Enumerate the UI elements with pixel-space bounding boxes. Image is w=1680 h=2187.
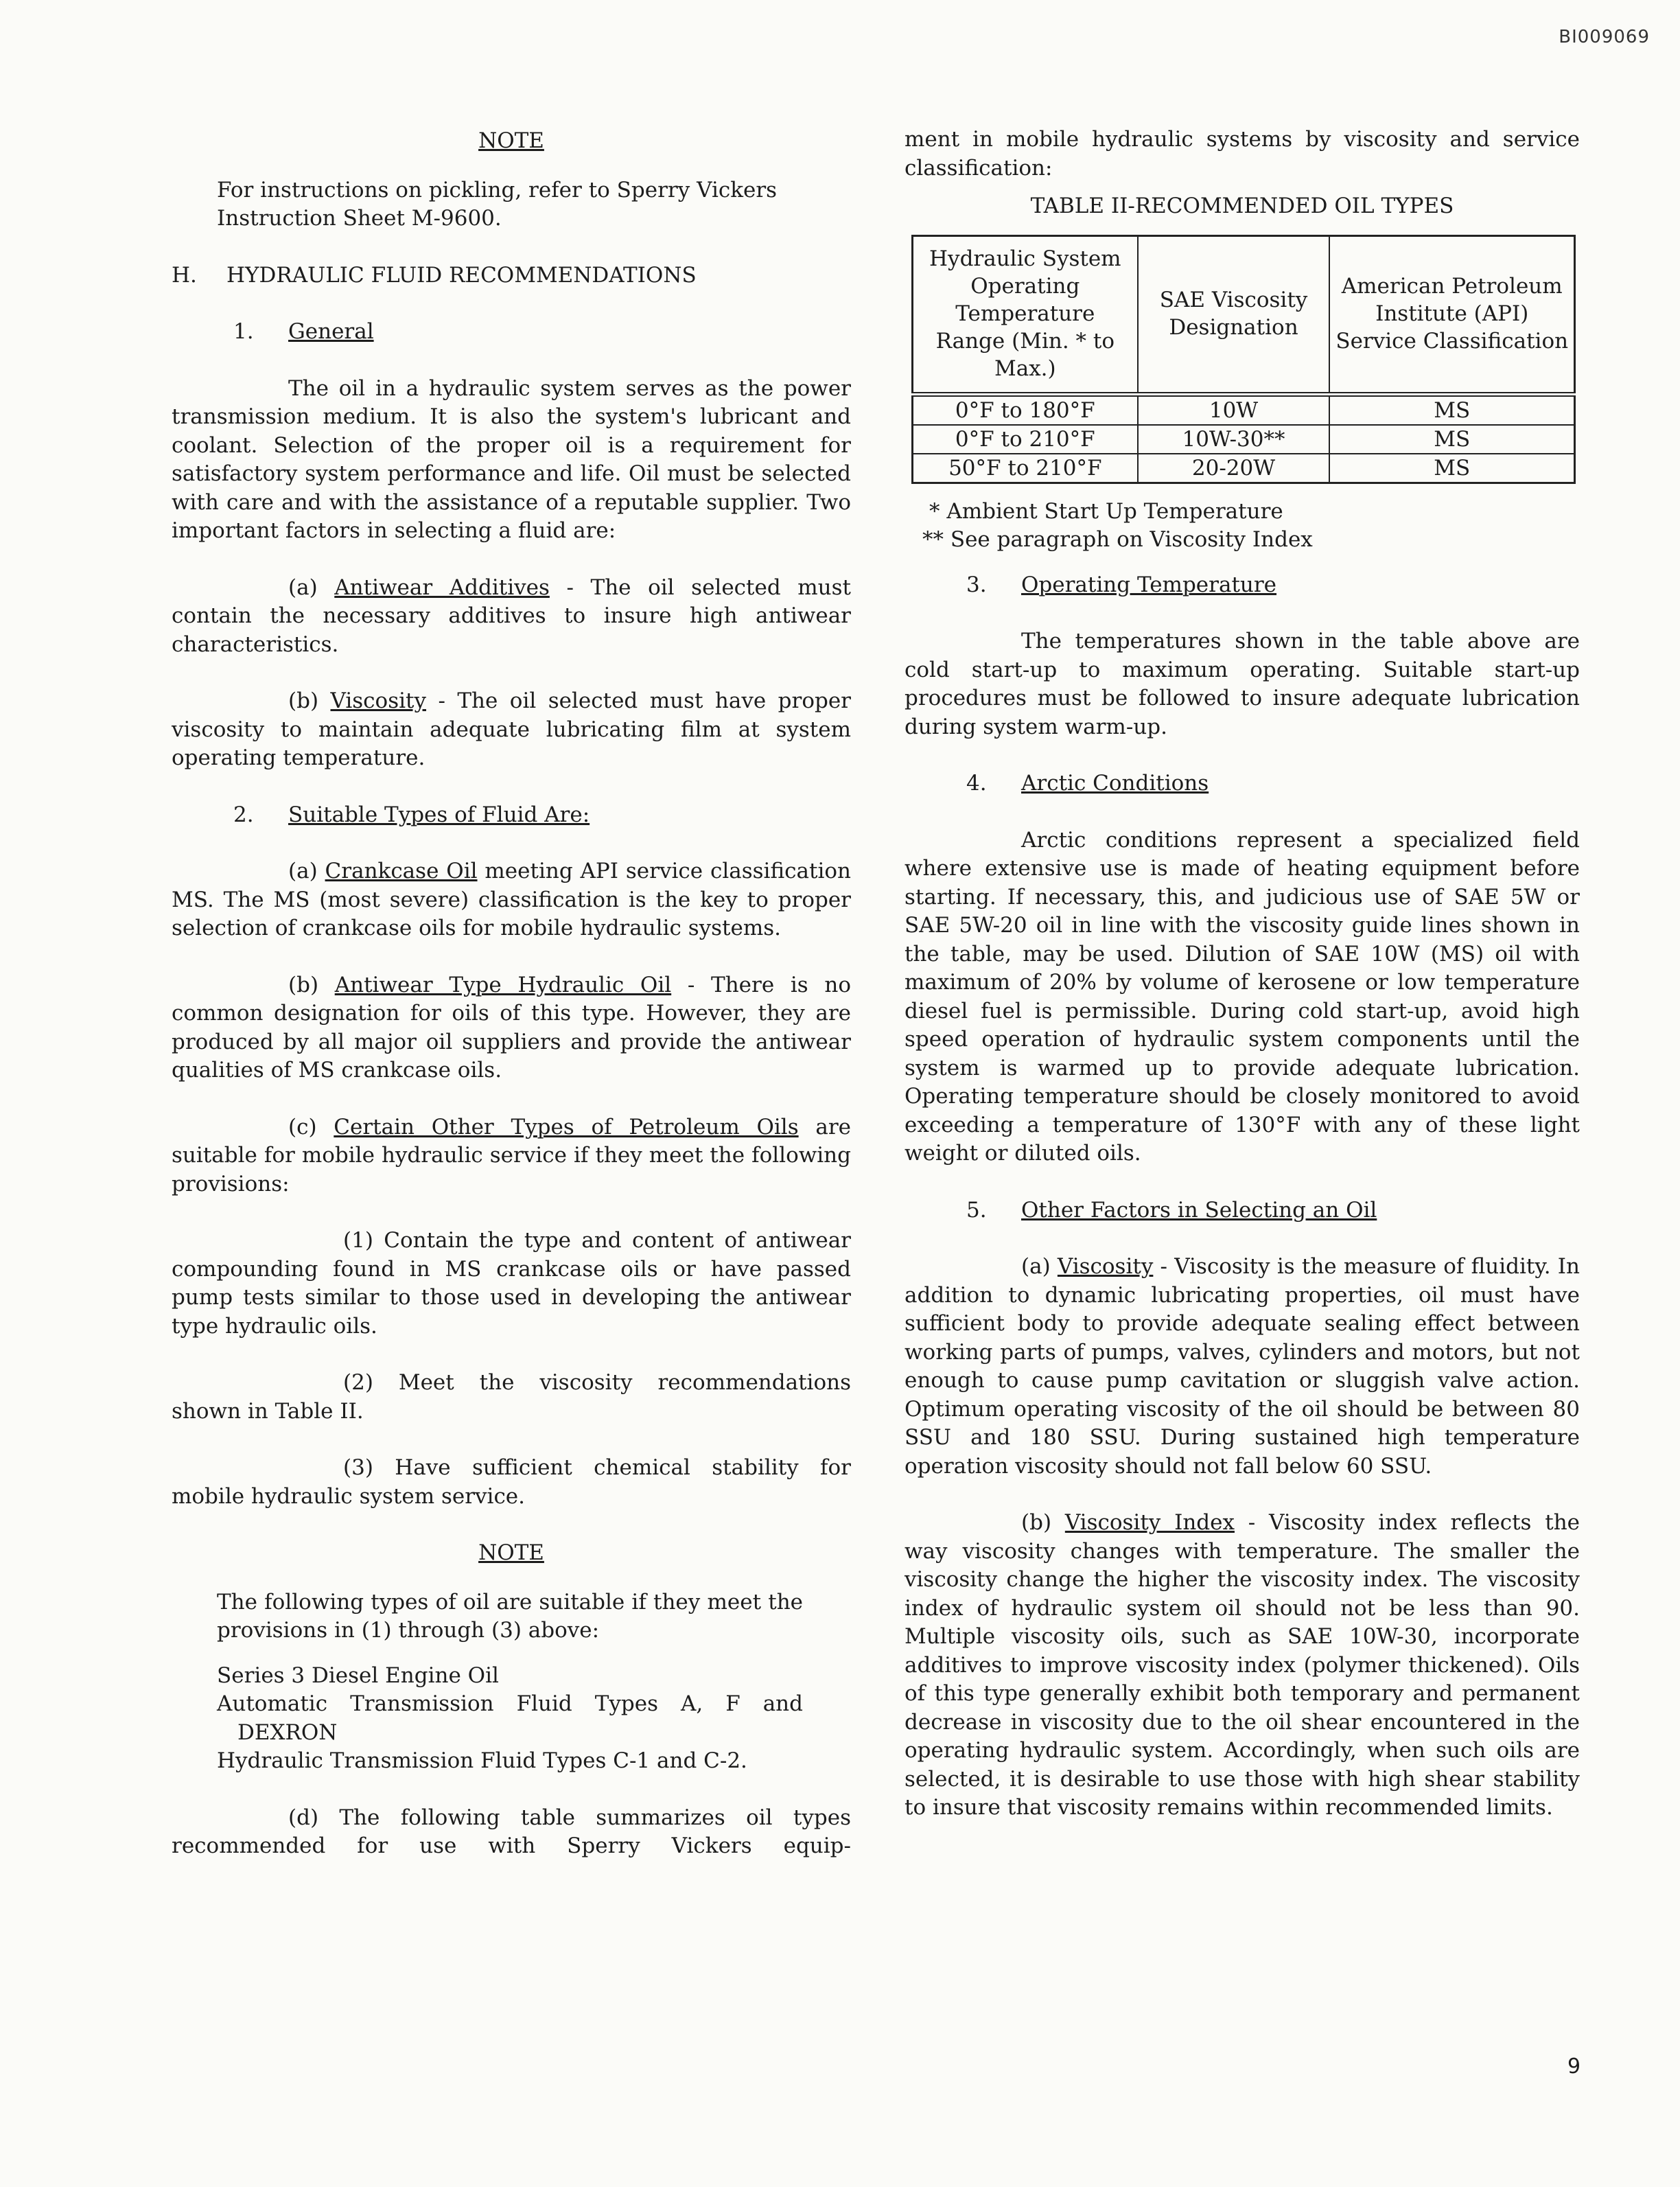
paragraph: (b) Viscosity Index - Viscosity index reflects the way viscosity changes with temperature. The smaller the viscosity change the higher the viscosity index. The viscosity index of hydraulic system oil should not be less than 90. Multiple viscosity oils, such as SAE 10W-30, incorporate additives to improve viscosity index (polymer thickened). Oils of this type generally exhibit both temporary and permanent decrease in viscosity due to the oil shear encountered in the operating hydraulic system. Accordingly, when such oils are selected, it is desirable to use those with high shear stability to insure that viscosity remains within recommended limits. bbox=[905, 1510, 1580, 1820]
paragraph: (a) Antiwear Additives - The oil selected must contain the necessary additives to insure high antiwear characteristics. bbox=[172, 575, 852, 657]
subsection-title: Other Factors in Selecting an Oil bbox=[1021, 1197, 1377, 1223]
table-header: SAE Viscosity Designation bbox=[1138, 235, 1330, 394]
section-letter: H. bbox=[172, 262, 197, 288]
paragraph: (b) Antiwear Type Hydraulic Oil - There is no common designation for oils of this type. However, they are produced by all major oil suppliers and provide the antiwear qualities of MS crankcase oils. bbox=[172, 972, 851, 1083]
note-heading: NOTE bbox=[478, 1540, 544, 1565]
list-item: Automatic Transmission Fluid Types A, F and DEXRON bbox=[217, 1691, 803, 1745]
subsection-title: Operating Temperature bbox=[1021, 572, 1277, 597]
table-cell: MS bbox=[1329, 425, 1574, 454]
subsection-title: General bbox=[288, 319, 374, 344]
table-cell: 50°F to 210°F bbox=[913, 454, 1138, 483]
note-heading: NOTE bbox=[478, 128, 544, 153]
table-cell: 0°F to 210°F bbox=[913, 425, 1138, 454]
table-cell: 0°F to 180°F bbox=[913, 394, 1138, 425]
subsection-title: Suitable Types of Fluid Are: bbox=[288, 802, 590, 827]
term: Certain Other Types of Petroleum Oils bbox=[334, 1114, 799, 1139]
term: Crankcase Oil bbox=[325, 859, 478, 883]
section-title: HYDRAULIC FLUID RECOMMENDATIONS bbox=[226, 262, 697, 288]
table-row bbox=[913, 394, 1575, 425]
table-header: American Petroleum Institute (API) Service Classification bbox=[1329, 235, 1574, 394]
paragraph: (b) Viscosity - The oil selected must have proper viscosity to maintain adequate lubricating film at system operating temperature. bbox=[172, 688, 851, 770]
note-block bbox=[217, 1588, 803, 1776]
subsection-heading-arctic: 4. Arctic Conditions bbox=[966, 769, 1580, 798]
paragraph: (a) Viscosity - Viscosity is the measure of fluidity. In addition to dynamic lubricating properties, oil must have sufficient body to provide adequate sealing effect between working parts of pumps, valves, cylinders and motors, but not enough to cause pump cavitation or sluggish valve action. Optimum operating viscosity of the oil should be between 80 SSU and 180 SSU. During sustained high temperature operation viscosity should not fall below 60 SSU. bbox=[905, 1254, 1580, 1479]
right-column bbox=[905, 126, 1580, 1822]
subsection-title: Arctic Conditions bbox=[1021, 771, 1209, 796]
list-item: Series 3 Diesel Engine Oil bbox=[217, 1663, 499, 1688]
term: Antiwear Type Hydraulic Oil bbox=[334, 972, 672, 997]
paragraph: Arctic conditions represent a specialized field where extensive use is made of heating equipment before starting. If necessary, this, and judicious use of SAE 5W or SAE 5W-20 oil in line with the viscosity guide lines shown in the table, may be used. Dilution of SAE 10W (MS) oil with maximum of 20% by volume of kerosene or low temperature diesel fuel is permissible. During cold start-up, avoid high speed operation of hydraulic system components until the system is warmed up to provide adequate lubrication. Operating temperature should be closely monitored to avoid exceeding a temperature of 130°F with any of these light weight or diluted oils. bbox=[905, 827, 1580, 1166]
table-title: TABLE II-RECOMMENDED OIL TYPES bbox=[1030, 194, 1454, 218]
paragraph: The oil in a hydraulic system serves as the power transmission medium. It is also the system's lubricant and coolant. Selection of the proper oil is a requirement for satisfactory system performance and life. Oil must be selected with care and with the assistance of a reputable supplier. Two important factors in selecting a fluid are: bbox=[172, 375, 851, 543]
footnote: ** See paragraph on Viscosity Index bbox=[922, 527, 1313, 552]
footnote: * Ambient Start Up Temperature bbox=[929, 498, 1283, 524]
table-cell: MS bbox=[1329, 394, 1574, 425]
paragraph: ment in mobile hydraulic systems by viscosity and service classification: bbox=[905, 127, 1580, 181]
section-heading bbox=[172, 262, 851, 290]
left-column bbox=[172, 127, 851, 1861]
term: Viscosity bbox=[330, 688, 426, 713]
table-cell: MS bbox=[1329, 454, 1574, 483]
paragraph: (1) Contain the type and content of antiwear compounding found in MS crankcase oils or have passed pump tests similar to those used in developing the antiwear type hydraulic oils. bbox=[172, 1228, 851, 1339]
paragraph: (a) Crankcase Oil meeting API service classification MS. The MS (most severe) classification is the key to proper selection of crankcase oils for mobile hydraulic systems. bbox=[172, 859, 851, 940]
term: Viscosity bbox=[1057, 1254, 1154, 1279]
subsection-heading-suitable: 2. Suitable Types of Fluid Are: bbox=[233, 801, 851, 830]
table-row bbox=[913, 425, 1575, 454]
document-id: BI009069 bbox=[1559, 27, 1650, 47]
table-cell: 10W-30** bbox=[1138, 425, 1330, 454]
subsection-heading-other-factors: 5. Other Factors in Selecting an Oil bbox=[966, 1196, 1580, 1225]
subsection-heading-general: 1. General bbox=[233, 318, 851, 347]
table-header: Hydraulic System Operating Temperature Range (Min. * to Max.) bbox=[913, 235, 1138, 394]
paragraph: (c) Certain Other Types of Petroleum Oils are suitable for mobile hydraulic service if they meet the following provisions: bbox=[172, 1114, 851, 1196]
paragraph: (2) Meet the viscosity recommendations shown in Table II. bbox=[172, 1370, 851, 1424]
note-text: The following types of oil are suitable if they meet the provisions in (1) through (3) above: bbox=[217, 1589, 803, 1643]
subsection-heading-operating-temperature: 3. Operating Temperature bbox=[966, 571, 1580, 600]
note-text: For instructions on pickling, refer to Sperry Vickers Instruction Sheet M-9600. bbox=[217, 177, 778, 231]
page-number: 9 bbox=[1567, 2055, 1581, 2079]
paragraph: (3) Have sufficient chemical stability for mobile hydraulic system service. bbox=[172, 1455, 851, 1509]
term: Viscosity Index bbox=[1064, 1510, 1235, 1535]
paragraph: The temperatures shown in the table above are cold start-up to maximum operating. Suitable start-up procedures must be followed to insure adequate lubrication during system warm-up. bbox=[905, 629, 1580, 739]
paragraph: (d) The following table summarizes oil types recommended for use with Sperry Vickers equip- bbox=[172, 1805, 851, 1858]
table-cell: 20-20W bbox=[1138, 454, 1330, 483]
list-item: Hydraulic Transmission Fluid Types C-1 and C-2. bbox=[217, 1748, 747, 1773]
table-cell: 10W bbox=[1138, 394, 1330, 425]
table-row bbox=[913, 454, 1575, 483]
term: Antiwear Additives bbox=[334, 575, 550, 600]
recommended-oil-table bbox=[911, 235, 1576, 484]
